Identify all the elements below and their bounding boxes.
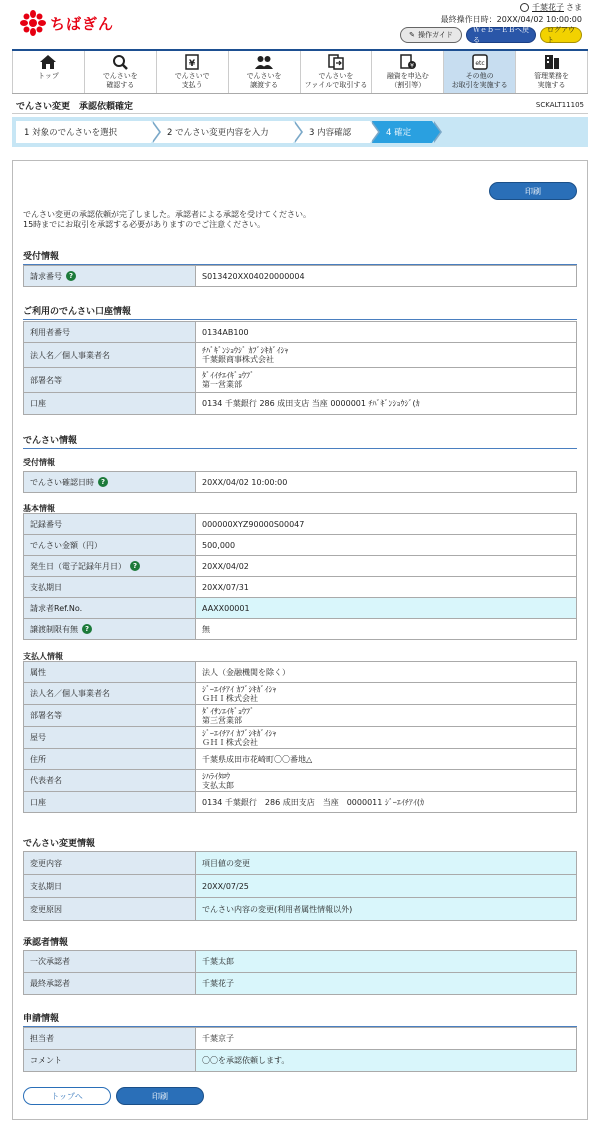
- message-line: でんさい変更の承認依頼が完了しました。承認者による承認を受けてください。: [23, 210, 311, 219]
- row-value: 千葉京子: [196, 1028, 577, 1050]
- row-label: 担当者: [24, 1028, 196, 1050]
- page-title: でんさい変更 承認依頼確定: [16, 102, 134, 112]
- row-label: 変更原因: [24, 898, 196, 921]
- nav-label: 譲渡する: [250, 81, 279, 89]
- svg-text:etc: etc: [475, 60, 485, 67]
- nav-label: でんさいを: [102, 72, 138, 80]
- table-row: [24, 556, 577, 577]
- sub-title-uketsuke: 受付情報: [23, 458, 55, 467]
- table-row: [24, 852, 577, 875]
- svg-text:¥: ¥: [409, 62, 414, 70]
- nav-label: お取引を実施する: [451, 81, 508, 89]
- row-value: ﾁﾊﾞｷﾞﾝｼｮｳｼﾞ ｶﾌﾞｼｷｶﾞｲｼｬ 千葉銀商事株式会社: [196, 343, 577, 368]
- users-icon: [255, 54, 273, 70]
- main-content: [12, 160, 588, 1120]
- nav-item-other[interactable]: [444, 51, 516, 93]
- nav-label: 融資を申込む: [386, 72, 429, 80]
- nav-label: ファイルで取引する: [304, 81, 368, 89]
- table-row: [24, 368, 577, 393]
- row-value: 千葉県成田市花崎町〇〇番地△: [196, 749, 577, 770]
- sub-title-kihon: 基本情報: [23, 504, 55, 513]
- row-label: 住所: [24, 749, 196, 770]
- user-suffix: さま: [566, 3, 582, 12]
- row-label: 発生日（電子記録年月日） ?: [24, 556, 196, 577]
- row-label: 支払期日: [24, 875, 196, 898]
- table-row: [24, 662, 577, 683]
- row-value: 000000XYZ90000S00047: [196, 514, 577, 535]
- home-icon: [39, 54, 57, 70]
- etc-icon: [471, 54, 489, 70]
- row-value: 法人（金融機関を除く）: [196, 662, 577, 683]
- print-button-top[interactable]: 印刷: [489, 182, 577, 200]
- logout-button[interactable]: ログアウト: [540, 27, 582, 43]
- back-to-top-button[interactable]: トップへ: [23, 1087, 111, 1105]
- last-op-value: 20XX/04/02 10:00:00: [496, 15, 582, 24]
- nav-item-management[interactable]: [516, 51, 588, 93]
- row-label: 屋号: [24, 727, 196, 749]
- row-label: 譲渡制限有無 ?: [24, 619, 196, 640]
- row-label: 最終承認者: [24, 973, 196, 995]
- row-value: AAXX00001: [196, 598, 577, 619]
- row-value: 千葉太郎: [196, 951, 577, 973]
- screen-id: SCKALT11105: [535, 101, 584, 109]
- row-label: 部署名等: [24, 705, 196, 727]
- row-label: 法人名／個人事業者名: [24, 683, 196, 705]
- row-value: 項目値の変更: [196, 852, 577, 875]
- help-icon[interactable]: ?: [66, 271, 76, 281]
- last-operation: [441, 14, 582, 25]
- user-icon: [520, 3, 529, 12]
- user-info: [520, 2, 582, 13]
- row-label: でんさい確認日時 ?: [24, 472, 196, 493]
- table-row: [24, 875, 577, 898]
- step-3: 3 内容確認: [295, 121, 370, 143]
- file-transfer-icon: [327, 54, 345, 70]
- row-value: 0134AB100: [196, 322, 577, 343]
- table-row: [24, 705, 577, 727]
- row-label: 属性: [24, 662, 196, 683]
- guide-icon: ✎: [409, 31, 416, 39]
- logo-text: ちばぎん: [50, 14, 115, 33]
- row-label: コメント: [24, 1050, 196, 1072]
- help-icon[interactable]: ?: [130, 561, 140, 571]
- section-title-approver: 承認者情報: [23, 935, 577, 951]
- table-row: [24, 749, 577, 770]
- help-icon[interactable]: ?: [82, 624, 92, 634]
- step-2: 2 でんさい変更内容を入力: [153, 121, 293, 143]
- row-value: 〇〇を承認依頼します。: [196, 1050, 577, 1072]
- nav-label: 確認する: [106, 81, 135, 89]
- row-value: 500,000: [196, 535, 577, 556]
- web-eb-back-button[interactable]: Ｗｅｂ－ＥＢへ戻る: [466, 27, 536, 43]
- nav-label: でんさいを: [318, 72, 354, 80]
- table-row: [24, 683, 577, 705]
- nav-item-file[interactable]: [301, 51, 373, 93]
- row-value: ｼﾞｰｴｲﾁｱｲ ｶﾌﾞｼｷｶﾞｲｼｬ ＧＨＩ株式会社: [196, 727, 577, 749]
- row-value: ｼﾞｰｴｲﾁｱｲ ｶﾌﾞｼｷｶﾞｲｼｬ ＧＨＩ株式会社: [196, 683, 577, 705]
- row-value: 20XX/07/31: [196, 577, 577, 598]
- message-line: 15時までにお取引を承認する必要がありますのでご注意ください。: [23, 220, 266, 229]
- section-title-change: でんさい変更情報: [23, 836, 577, 852]
- uketsuke-table: [23, 265, 577, 287]
- request-table: [23, 1027, 577, 1072]
- step-4-current: 4 確定: [372, 121, 432, 143]
- completion-message: [23, 210, 311, 230]
- table-row: [24, 472, 577, 493]
- row-value: ﾀﾞｲｲﾁｴｲｷﾞｮｳﾌﾞ 第一営業部: [196, 368, 577, 393]
- user-name[interactable]: 千葉花子: [532, 3, 564, 12]
- table-row: [24, 343, 577, 368]
- nav-item-transfer[interactable]: [229, 51, 301, 93]
- row-label: 請求番号 ?: [24, 266, 196, 287]
- table-row: [24, 322, 577, 343]
- management-icon: [543, 54, 561, 70]
- section-title-uketsuke: 受付情報: [23, 249, 577, 265]
- nav-label: 実施する: [537, 81, 566, 89]
- row-label: 変更内容: [24, 852, 196, 875]
- row-label: でんさい金額（円）: [24, 535, 196, 556]
- search-icon: [111, 54, 129, 70]
- table-row: [24, 535, 577, 556]
- row-value: 0134 千葉銀行 286 成田支店 当座 0000011 ｼﾞｰｴｲﾁｱｲ(ｶ: [196, 792, 577, 813]
- row-label: 一次承認者: [24, 951, 196, 973]
- row-value: でんさい内容の変更(利用者属性情報以外): [196, 898, 577, 921]
- table-row: [24, 973, 577, 995]
- nav-item-pay[interactable]: [157, 51, 229, 93]
- account-table: [23, 321, 577, 415]
- step-indicator: [12, 117, 588, 147]
- table-row: [24, 619, 577, 640]
- densai-payer-table: [23, 661, 577, 813]
- page-title-bar: [12, 96, 588, 114]
- densai-kihon-table: [23, 513, 577, 640]
- nav-label: 支払う: [181, 81, 203, 89]
- section-title-densai: でんさい情報: [23, 433, 577, 449]
- nav-label: トップ: [38, 72, 59, 80]
- table-row: [24, 951, 577, 973]
- table-row: [24, 577, 577, 598]
- approver-table: [23, 950, 577, 995]
- row-label: 記録番号: [24, 514, 196, 535]
- table-row: [24, 1050, 577, 1072]
- operation-guide-button[interactable]: [400, 27, 462, 43]
- global-nav: [12, 49, 588, 94]
- nav-label: その他の: [465, 72, 494, 80]
- row-label: 部署名等: [24, 368, 196, 393]
- row-label: 請求者Ref.No.: [24, 598, 196, 619]
- row-label: 支払期日: [24, 577, 196, 598]
- row-value: S013420XX04020000004: [196, 266, 577, 287]
- table-row: [24, 898, 577, 921]
- table-row: [24, 514, 577, 535]
- row-value: 20XX/04/02 10:00:00: [196, 472, 577, 493]
- row-value: 千葉花子: [196, 973, 577, 995]
- table-row: [24, 393, 577, 415]
- nav-item-check[interactable]: [85, 51, 157, 93]
- svg-text:¥: ¥: [189, 59, 196, 69]
- nav-label: 管理業務を: [534, 72, 570, 80]
- table-row: [24, 770, 577, 792]
- row-label: 口座: [24, 393, 196, 415]
- row-label: 法人名／個人事業者名: [24, 343, 196, 368]
- step-1: 1 対象のでんさいを選択: [16, 121, 151, 143]
- guide-label: 操作ガイド: [418, 31, 453, 39]
- table-row: [24, 792, 577, 813]
- table-row: [24, 598, 577, 619]
- row-label: 利用者番号: [24, 322, 196, 343]
- row-value: ﾀﾞｲｻﾝｴｲｷﾞｮｳﾌﾞ 第三営業部: [196, 705, 577, 727]
- nav-label: でんさいで: [174, 72, 210, 80]
- help-icon[interactable]: ?: [98, 477, 108, 487]
- row-value: 無: [196, 619, 577, 640]
- nav-label: でんさいを: [246, 72, 282, 80]
- section-title-account: ご利用のでんさい口座情報: [23, 304, 577, 320]
- table-row: [24, 1028, 577, 1050]
- chibagin-logo-icon: [20, 10, 46, 36]
- table-row: [24, 727, 577, 749]
- nav-label: （割引等）: [390, 81, 426, 89]
- table-row: [24, 266, 577, 287]
- sub-title-payer: 支払人情報: [23, 652, 63, 661]
- header: [0, 0, 600, 48]
- section-title-request: 申請情報: [23, 1011, 577, 1027]
- print-button-bottom[interactable]: 印刷: [116, 1087, 204, 1105]
- row-label: 口座: [24, 792, 196, 813]
- nav-item-loan[interactable]: [372, 51, 444, 93]
- logo[interactable]: [20, 10, 114, 36]
- densai-uketsuke-table: [23, 471, 577, 493]
- row-value: 20XX/04/02: [196, 556, 577, 577]
- loan-icon: [399, 54, 417, 70]
- row-value: ｼﾊﾗｲﾀﾛｳ 支払太郎: [196, 770, 577, 792]
- last-op-label: 最終操作日時：: [440, 15, 497, 24]
- change-table: [23, 851, 577, 921]
- row-value: 20XX/07/25: [196, 875, 577, 898]
- nav-item-top[interactable]: [12, 51, 85, 93]
- row-value: 0134 千葉銀行 286 成田支店 当座 0000001 ﾁﾊﾞｷﾞﾝｼｮｳｼﾞ(ｶ: [196, 393, 577, 415]
- row-label: 代表者名: [24, 770, 196, 792]
- yen-document-icon: [183, 54, 201, 70]
